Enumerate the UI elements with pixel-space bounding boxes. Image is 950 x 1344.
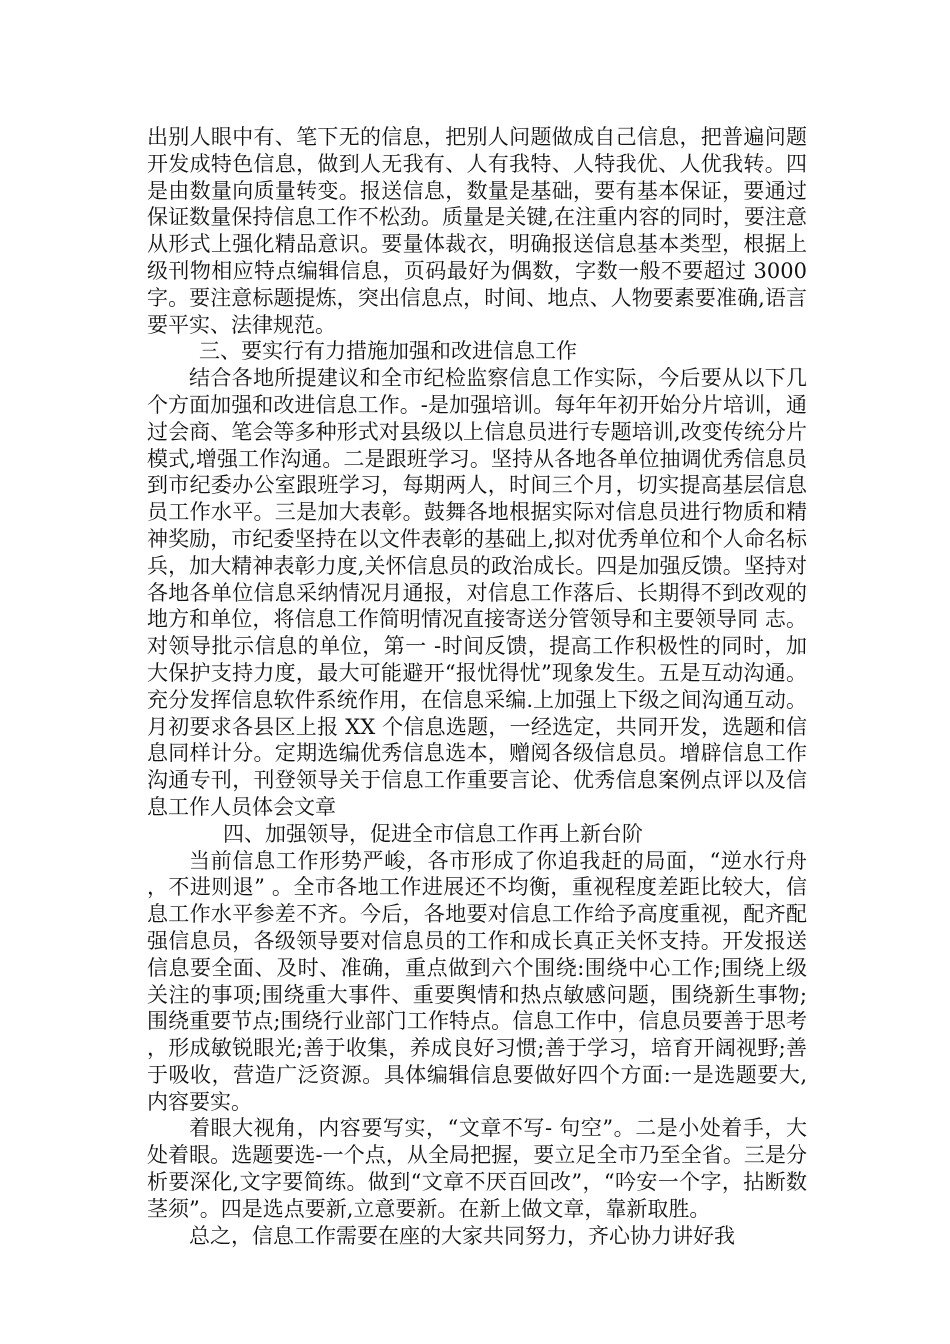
paragraph-perspective: 着眼大视角，内容要写实，“文章不写- 句空”。二是小处着手，大处着眼。选题要选-一个点，从全局把握，要立足全市乃至全省。三是分析要深化,文字要简练。做到“文章不厌百回改”，“吟安一个字，拈断数茎须”。四是选点要新,立意要新。在新上做文章，靠新取胜。 bbox=[147, 1116, 807, 1221]
paragraph-conclusion: 总之，信息工作需要在座的大家共同努力，齐心协力讲好我 bbox=[189, 1223, 735, 1248]
paragraph-measures: 结合各地所提建议和全市纪检监察信息工作实际，今后要从以下几个方面加强和改进信息工作。-是加强培训。每年年初开始分片培训，通过会商、笔会等多种形式对县级以上信息员进行专题培训,改变传统分片模式,增强工作沟通。二是跟班学习。坚持从各地各单位抽调优秀信息员到市纪委办公室跟班学习，每期两人，时间三个月，切实提高基层信息员工作水平。三是加大表彰。鼓舞各地根据实际对信息员进行物质和精神奖励，市纪委坚持在以文件表彰的基础上,拟对优秀单位和个人命名标兵，加大精神表彰力度,关怀信息员的政治成长。四是加强反馈。坚持对各地各单位信息采纳情况月通报，对信息工作落后、长期得不到改观的地方和单位，将信息工作简明情况直接寄送分管领导和主要领导同 志。对领导批示信息的单位，第一 -时间反馈，提高工作积极性的同时，加大保护支持力度，最大可能避开“报忧得忧”现象发生。五是互动沟通。充分发挥信息软件系统作用，在信息采编.上加强上下级之间沟通互动。月初要求各县区上报 XX 个信息选题，一经选定，共同开发，选题和信息同样计分。定期选编优秀信息选本，赠阅各级信息员。增辟信息工作沟通专刊，刊登领导关于信息工作重要言论、优秀信息案例点评以及信息工作人员体会文章 bbox=[147, 366, 807, 819]
section-heading-3: 三、要实行有力措施加强和改进信息工作 bbox=[199, 339, 577, 364]
paragraph-leadership: 当前信息工作形势严峻，各市形成了你追我赶的局面，“逆水行舟，不进则退” 。全市各地工作进展还不均衡，重视程度差距比较大，信息工作水平参差不齐。今后，各地要对信息工作给予高度重视，配齐配强信息员，各级领导要对信息员的工作和成长真正关怀支持。开发报送信息要全面、及时、准确，重点做到六个围绕:围绕中心工作;围绕上级关注的事项;围绕重大事件、重要舆情和热点敏感问题，围绕新生事物;围绕重要节点;围绕行业部门工作特点。信息工作中，信息员要善于思考，形成敏锐眼光;善于收集，养成良好习惯;善于学习，培育开阔视野;善于吸收，营造广泛资源。具体编辑信息要做好四个方面:一是选题要大,内容要实。 bbox=[147, 848, 807, 1114]
paragraph-quality: 出别人眼中有、笔下无的信息，把别人问题做成自己信息，把普遍问题开发成特色信息，做到人无我有、人有我特、人特我优、人优我转。四是由数量向质量转变。报送信息，数量是基础，要有基本保证，要通过保证数量保持信息工作不松劲。质量是关键,在注重内容的同时，要注意从形式上强化精品意识。要量体裁衣，明确报送信息基本类型，根据上级刊物相应特点编辑信息，页码最好为偶数，字数一般不要超过 3000 字。要注意标题提炼，突出信息点，时间、地点、人物要素要准确,语言要平实、法律规范。 bbox=[147, 125, 807, 337]
section-heading-4: 四、加强领导，促进全市信息工作再上新台阶 bbox=[223, 821, 643, 846]
